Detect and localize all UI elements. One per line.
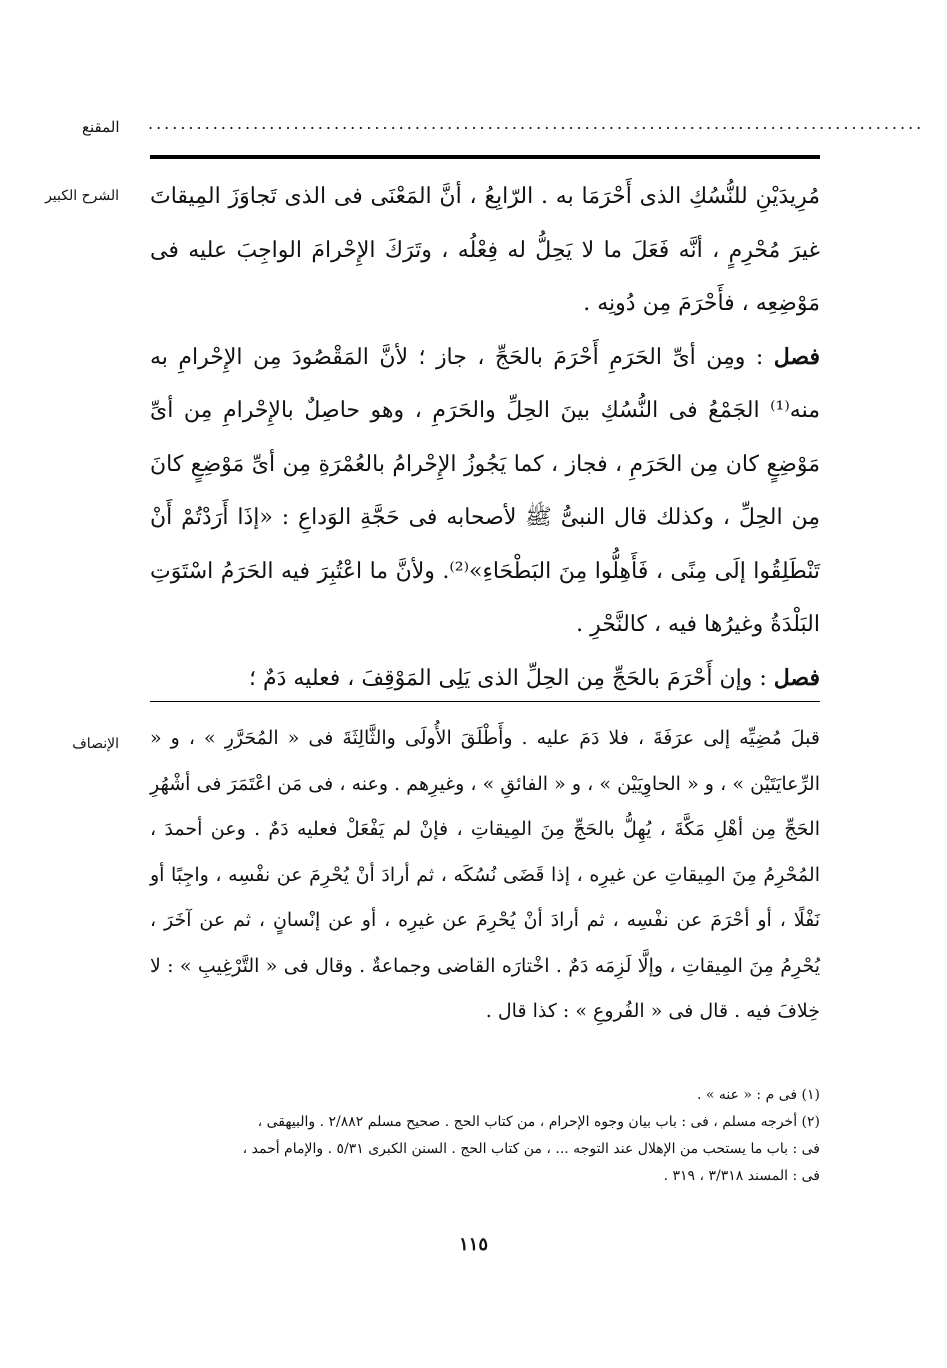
fasl-heading-1: فصل xyxy=(773,343,820,370)
fasl-body-1: : ومِن أىِّ الحَرَمِ أَحْرَمَ بالحَجِّ ، جاز ؛ لأنَّ المَقْصُودَ مِن الإِحْرامِ به منه⁽¹⁾ الجَمْعُ فى النُّسُكِ بينَ الحِلِّ والحَرَمِ ، وهو حاصِلٌ بالإِحْرامِ مِن أىِّ مَوْضِعٍ كان مِن الحَرَمِ ، فجاز ، كما يَجُوزُ الإِحْرامُ بالعُمْرَةِ مِن أىِّ مَوْضِعٍ كانَ مِن الحِلِّ ، وكذلك قال النبىُّ ﷺ لأصحابه فى حَجَّةِ الوَداعِ : «إذَا أَرَدْتُمْ أَنْ تَنْطَلِقُوا إلَى مِنًى ، فَأَهِلُّوا مِنَ البَطْحَاءِ»⁽²⁾. ولأنَّ ما اعْتُبِرَ فيه الحَرَمُ اسْتَوَتِ البَلْدَةُ وغيرُها فيه ، كالنَّحْرِ . xyxy=(150,344,820,637)
fasl-body-2: : وإن أَحْرَمَ بالحَجِّ مِن الحِلِّ الذى يَلِى المَوْقِفَ ، فعليه دَمٌ ؛ xyxy=(249,665,774,691)
footnote-2-line-1: (٢) أخرجه مسلم ، فى : باب بيان وجوه الإحرام ، من كتاب الحج . صحيح مسلم ٢/٨٨٢ . والبيهقى ، xyxy=(257,1114,820,1130)
footnote-1: (١) فى م : « عنه » . xyxy=(696,1087,820,1103)
footnotes xyxy=(150,1082,820,1190)
insaf-paragraph: قبلَ مُضِيِّه إلى عرَفَةَ ، فلا دَمَ عليه . وأَطْلَقَ الأُولَى والثَّالِثَةَ فى « المُحَرَّرِ » ، و « الرِّعايَتَيْن » ، و « الحاوِيَيْن » ، و « الفائقِ » ، وغيرِهم . وعنه ، فى مَن اعْتَمَرَ فى أشْهُرِ الحَجِّ مِن أهْلِ مَكَّةَ ، يُهِلُّ بالحَجِّ مِنَ المِيقاتِ ، فإنْ لم يَفْعَلْ فعليه دَمٌ . وعن أحمدَ ، المُحْرِمُ مِنَ المِيقاتِ عن غيرِه ، إذا قَضَى نُسُكَه ، ثم أرادَ أنْ يُحْرِمَ عن نفْسِه ، واجِبًا أو نَفْلًا ، أو أحْرَمَ عن نفْسِه ، ثم أرادَ أنْ يُحْرِمَ عن غيرِه ، أو عن إنْسانٍ ، ثم عن آخَرَ ، يُحْرِمُ مِنَ المِيقاتِ ، وإلَّا لَزِمَه دَمٌ . اخْتارَه القاضى وجماعةٌ . وقال فى « التَّرْغِيبِ » : لا خِلافَ فيه . قال فى « الفُروعِ » : كذا قال . xyxy=(150,727,820,1022)
header-rule xyxy=(150,155,820,159)
footnote-2-line-2: فى : باب ما يستحب من الإهلال عند التوجه ... ، من كتاب الحج . السنن الكبرى ٥/٣١ . والإمام أحمد ، xyxy=(242,1141,820,1157)
page-number: ١١٥ xyxy=(458,1234,488,1255)
sharh-text-block xyxy=(150,170,820,705)
sharh-paragraph-3 xyxy=(150,652,820,706)
footnote-2-line-3: فى : المسند ٣/٣١٨ ، ٣١٩ . xyxy=(663,1168,820,1184)
section-divider xyxy=(150,701,820,702)
fasl-heading-2: فصل xyxy=(773,664,820,691)
header-dot-leader: ................................................................................................ xyxy=(148,114,925,133)
sharh-paragraph-2 xyxy=(150,331,820,652)
side-label-sharh: الشرح الكبير xyxy=(45,188,119,204)
running-header-title: المقنع xyxy=(82,118,120,136)
sharh-paragraph-1: مُرِيدَيْنِ للنُّسُكِ الذى أَحْرَمَا به . الرّابِعُ ، أنَّ المَعْنَى فى الذى تَجاوَزَ المِيقاتَ غيرَ مُحْرِمٍ ، أنَّه فَعَلَ ما لا يَحِلُّ له فِعْلُه ، وتَرَكَ الإِحْرامَ الواجِبَ عليه فى مَوْضِعِه ، فأَحْرَمَ مِن دُونِه . xyxy=(150,184,820,316)
side-label-insaf: الإنصاف xyxy=(72,736,119,752)
insaf-text-block xyxy=(150,716,820,1035)
